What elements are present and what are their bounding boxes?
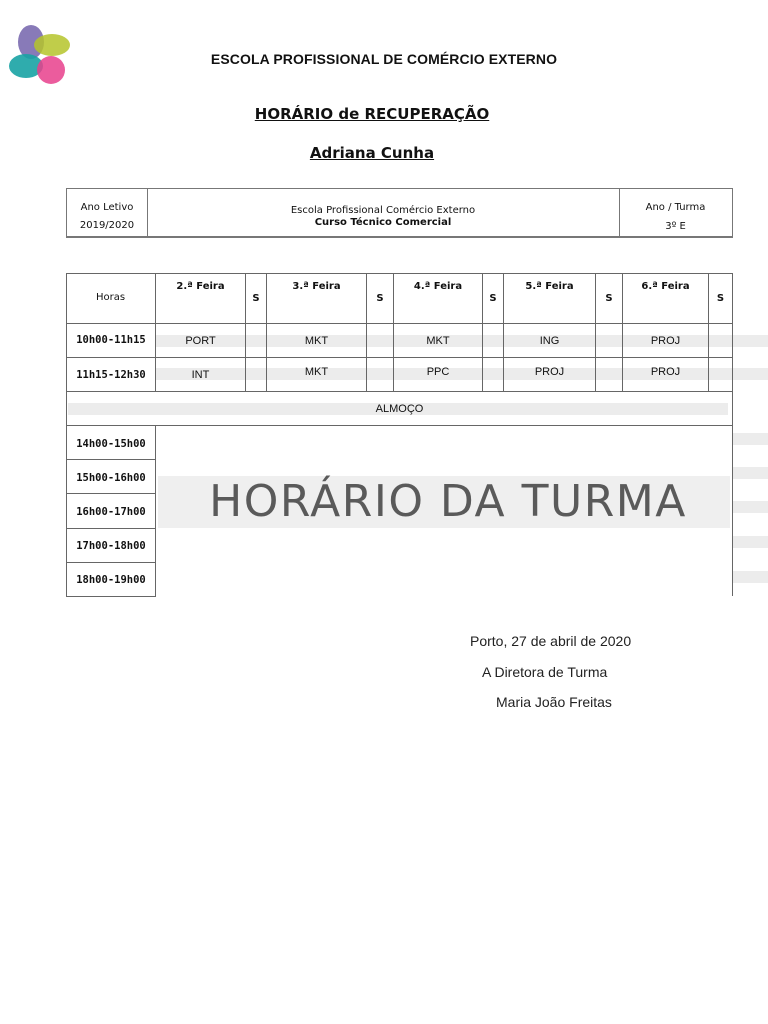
grid-line [66, 425, 733, 426]
time-slot: 14h00-15h00 [76, 438, 146, 450]
subject-cell: MKT [426, 335, 450, 347]
lunch-row: ALMOÇO [375, 403, 424, 415]
class-schedule-watermark: HORÁRIO DA TURMA [209, 476, 687, 527]
info-table [66, 188, 733, 238]
grid-line [66, 459, 156, 460]
day-header: 6.ª Feira [641, 281, 690, 292]
subject-cell: MKT [304, 335, 329, 347]
subject-cell: PORT [185, 335, 216, 347]
signatory-name: Maria João Freitas [496, 694, 612, 710]
room-header: S [252, 293, 260, 304]
subject-cell: PROJ [650, 335, 681, 347]
subject-cell: MKT [304, 366, 329, 378]
day-header: 2.ª Feira [176, 281, 225, 292]
row-shade [733, 467, 768, 479]
row-shade [733, 433, 768, 445]
school-year-label: Ano Letivo [80, 202, 134, 213]
school-line: Escola Profissional Comércio Externo [290, 205, 476, 216]
grid-line [366, 273, 367, 391]
school-year-value: 2019/2020 [79, 220, 135, 231]
grid-line [732, 273, 733, 596]
grid-line [482, 273, 483, 391]
grid-line [595, 273, 596, 391]
time-slot: 16h00-17h00 [76, 506, 146, 518]
grid-line [66, 528, 156, 529]
place-date: Porto, 27 de abril de 2020 [470, 633, 632, 649]
grid-line [66, 273, 733, 274]
document-title: HORÁRIO de RECUPERAÇÃO [254, 105, 490, 123]
grid-line [66, 493, 156, 494]
subject-cell: INT [191, 369, 210, 381]
class-label: Ano / Turma [645, 202, 706, 213]
room-header: S [489, 293, 497, 304]
class-cell [619, 189, 732, 236]
room-header: S [376, 293, 384, 304]
time-slot: 18h00-19h00 [76, 574, 146, 586]
grid-line [66, 391, 733, 392]
hours-header: Horas [95, 292, 126, 303]
grid-line [66, 596, 156, 597]
time-slot: 15h00-16h00 [76, 472, 146, 484]
course-cell [147, 189, 620, 236]
room-header: S [716, 293, 725, 304]
time-slot: 11h15-12h30 [76, 369, 146, 381]
grid-line [708, 273, 709, 391]
student-name: Adriana Cunha [309, 144, 435, 162]
subject-cell: PROJ [534, 366, 565, 378]
day-header: 3.ª Feira [292, 281, 341, 292]
course-line: Curso Técnico Comercial [314, 217, 452, 228]
school-year-cell [67, 189, 148, 236]
grid-line [66, 323, 733, 324]
time-slot: 17h00-18h00 [76, 540, 146, 552]
day-header: 4.ª Feira [413, 281, 463, 292]
row-shade [733, 536, 768, 548]
time-slot: 10h00-11h15 [76, 334, 146, 346]
room-header: S [605, 293, 613, 304]
subject-cell: ING [539, 335, 560, 347]
subject-cell: PPC [426, 366, 450, 378]
school-name: ESCOLA PROFISSIONAL DE COMÉRCIO EXTERNO [210, 51, 558, 67]
subject-cell: PROJ [650, 366, 681, 378]
grid-line [66, 562, 156, 563]
row-shade [733, 501, 768, 513]
row-shade [733, 571, 768, 583]
class-value: 3º E [665, 221, 686, 232]
signatory-role: A Diretora de Turma [482, 664, 608, 680]
grid-line [66, 357, 733, 358]
day-header: 5.ª Feira [525, 281, 574, 292]
grid-line [245, 273, 246, 391]
